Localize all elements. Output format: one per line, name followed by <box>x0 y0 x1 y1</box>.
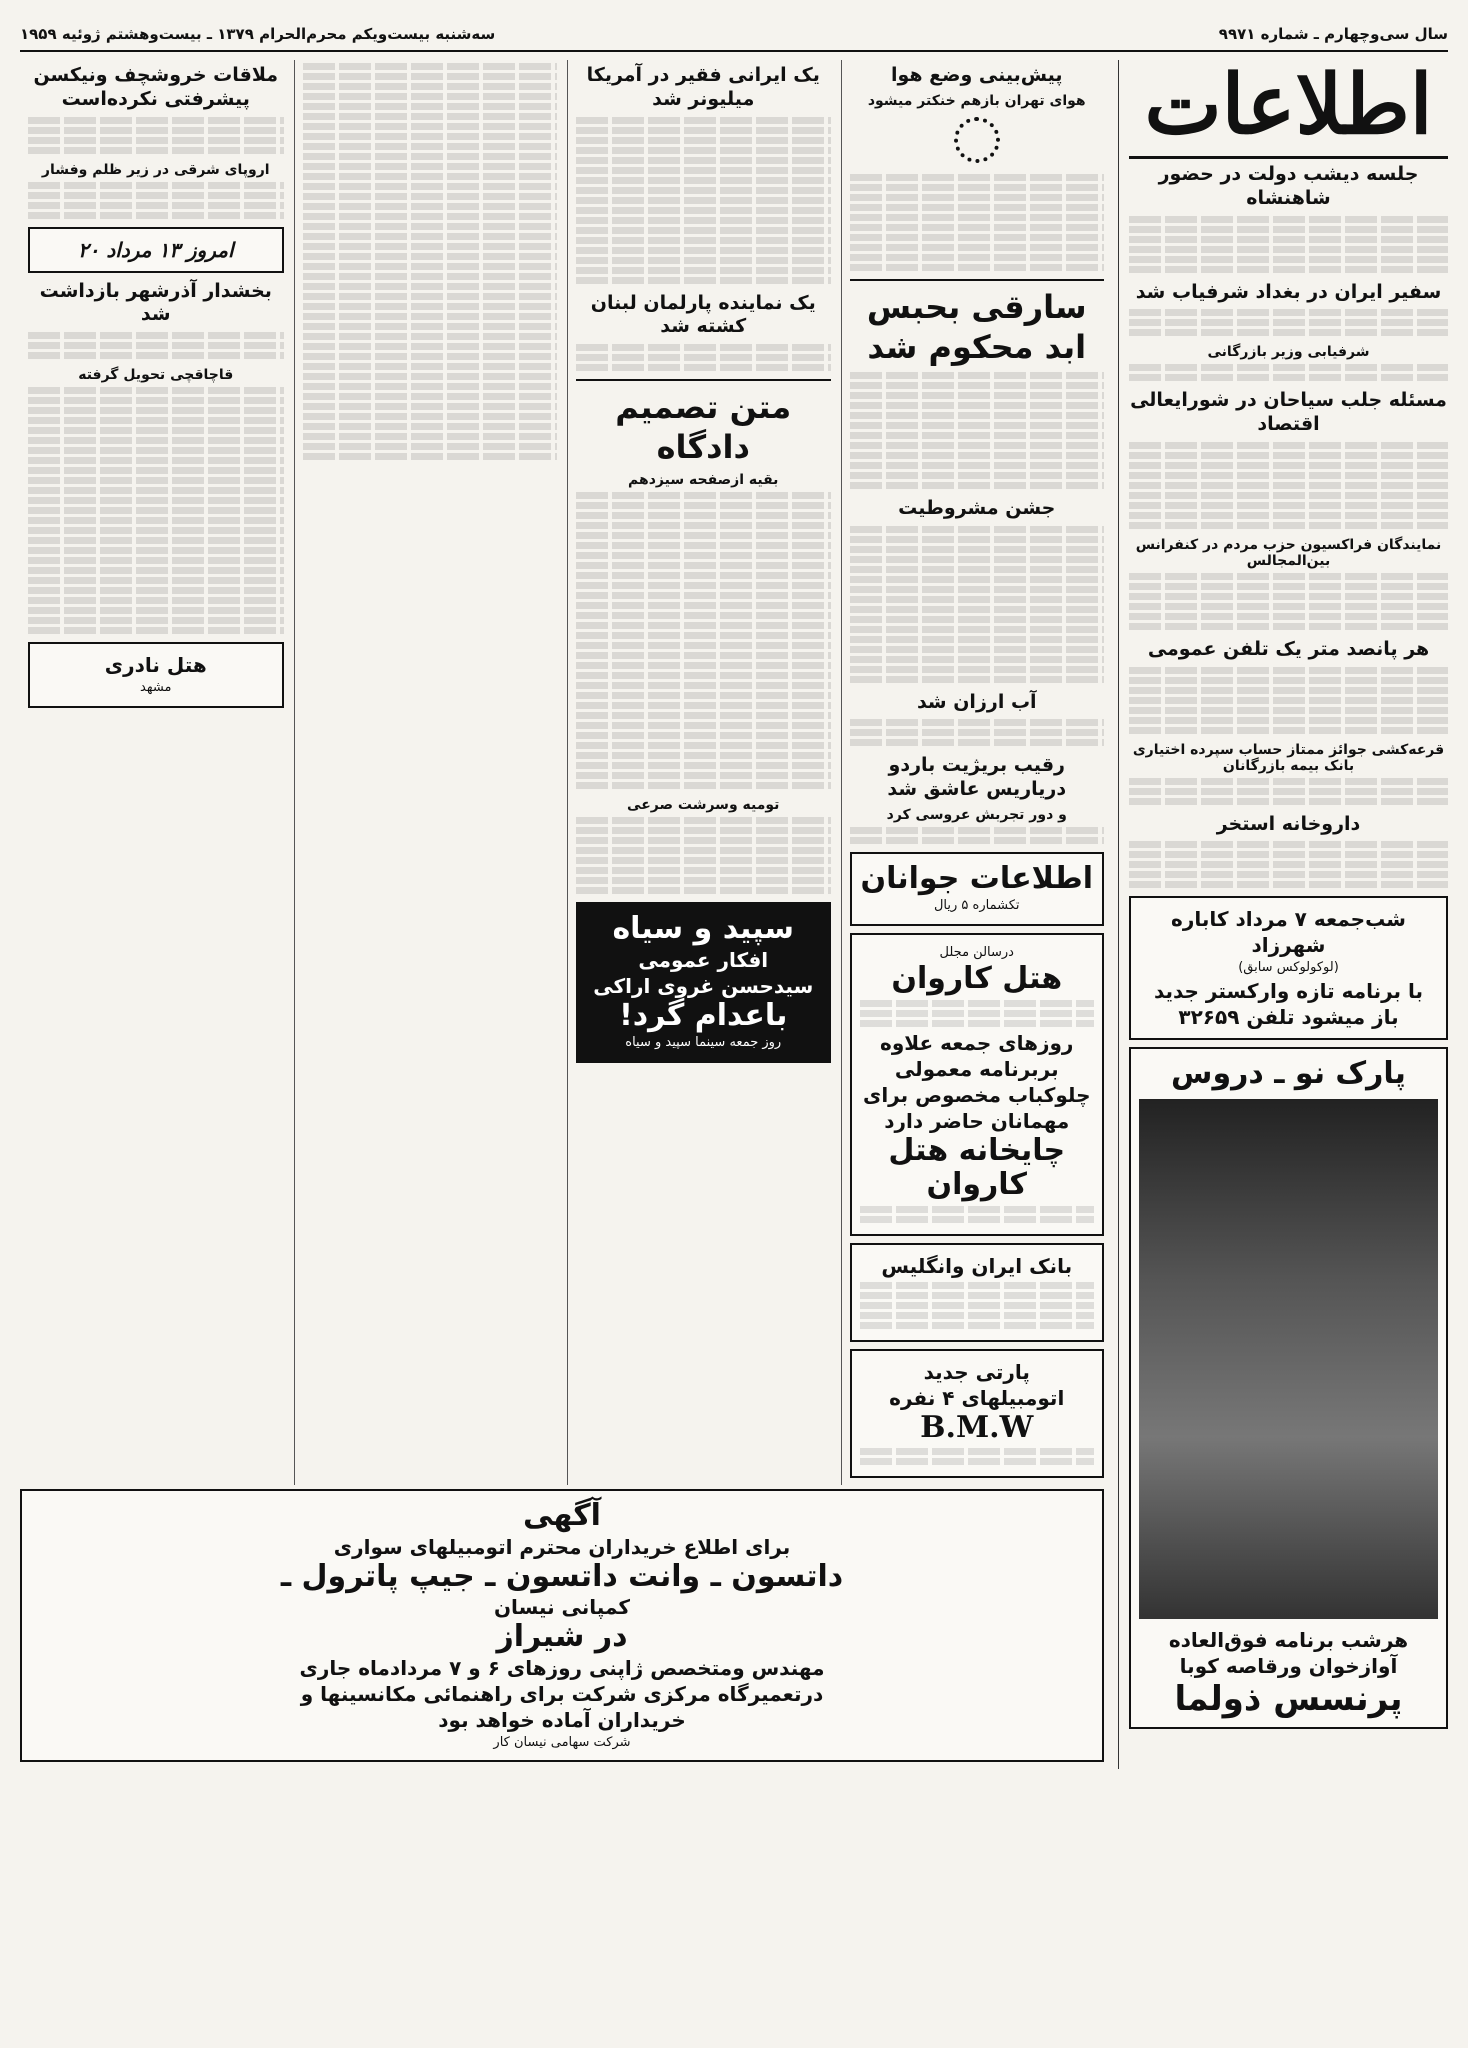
ad-ettelaat-javanan <box>850 852 1105 926</box>
headline-eastern-europe: اروپای شرقی در زیر ظلم وفشار <box>41 161 270 178</box>
ad-karavan-teahouse: چایخانه هتل کاروان <box>888 1132 1066 1203</box>
ad-karavan-line1: روزهای جمعه علاوه بربرنامه معمولی <box>880 1030 1074 1081</box>
headline-thief-sentenced: سارقی بحبس ابد محکوم شد <box>866 287 1087 366</box>
headline-azarshahr: بخشدار آذرشهر بازداشت شد <box>39 279 272 326</box>
ad-bank-title: بانک ایران وانگلیس <box>881 1253 1073 1278</box>
subhead-commerce-minister: شرفیابی وزیر بازرگانی <box>1207 344 1370 361</box>
column-4 <box>20 60 284 1485</box>
headline-constitution: جشن مشروطیت <box>898 496 1056 519</box>
story-eastern-europe <box>28 182 284 219</box>
ad-hotel-naderi <box>28 642 284 708</box>
nissan-line5: مهندس ومتخصص ژاپنی روزهای ۶ و ۷ مردادماه جاری <box>299 1655 825 1680</box>
column-1 <box>841 60 1105 1485</box>
masthead-title: اطلاعات <box>1144 57 1433 153</box>
right-column <box>1118 57 1448 1769</box>
ad-javanan-title: اطلاعات جوانان <box>860 860 1093 896</box>
headline-ambassador: سفیر ایران در بغداد شرفیاب شد <box>1135 280 1442 303</box>
story-azarshahr <box>28 332 284 359</box>
story-epilepsy <box>576 817 831 894</box>
ad-cabaret-line3: با برنامه تازه وارکستر جدید باز میشود تلفن ۳۲۶۵۹ <box>1153 978 1424 1029</box>
headline-court-decision: متن تصمیم دادگاه <box>615 388 792 466</box>
main-area <box>20 60 1104 1769</box>
headline-cabinet: جلسه دیشب دولت در حضور شاهنشاه <box>1158 163 1419 209</box>
cinema-line4: باعدام گرد! <box>619 997 788 1033</box>
nissan-line2: داتسون ـ وانت داتسون ـ جیپ پاترول ـ <box>280 1558 844 1594</box>
ad-bmw <box>850 1349 1105 1479</box>
handwritten-note <box>28 227 284 273</box>
cinema-line2: افکار عمومی <box>638 947 769 972</box>
ad-nissan <box>20 1489 1104 1762</box>
story-lottery <box>1129 778 1448 805</box>
ad-hotel-karavan <box>850 933 1105 1236</box>
story-commerce <box>1129 364 1448 381</box>
subhead-weather: هوای تهران بازهم خنکتر میشود <box>867 92 1086 109</box>
nissan-line7: خریداران آماده خواهد بود <box>438 1707 686 1732</box>
nissan-title: آگهی <box>523 1498 601 1534</box>
ad-bmw-brand: B.M.W <box>920 1409 1034 1445</box>
ad-karavan-title: هتل کاروان <box>891 961 1063 997</box>
story-lebanon <box>576 344 831 371</box>
ad-javanan-price: تکشماره ۵ ریال <box>933 898 1020 914</box>
cinema-title: سپید و سیاه <box>612 911 795 946</box>
ad-park-line2: آوازخوان ورقاصه کوبا <box>1179 1654 1398 1679</box>
date-line: سه‌شنبه بیست‌ویکم محرم‌الحرام ۱۳۷۹ ـ بیست‌وهشتم ژوئیه ۱۹۵۹ <box>20 25 496 43</box>
nissan-line1: برای اطلاع خریداران محترم اتومبیلهای سواری <box>333 1534 791 1559</box>
headline-khrushchev-nixon: ملاقات خروشچف ونیکسن پیشرفتی نکرده‌است <box>33 64 279 110</box>
hotel-naderi-city: مشهد <box>140 680 172 695</box>
headline-weather: پیش‌بینی وضع هوا <box>890 64 1063 86</box>
headline-pharmacy: داروخانه استخر <box>1216 812 1361 835</box>
photo-dancer <box>1139 1099 1438 1619</box>
headline-bardot-rival: رقیب بریژیت باردو دریاریس عاشق شد <box>887 754 1067 800</box>
story-constitution <box>850 526 1105 683</box>
ad-karavan-line2: چلوکباب مخصوص برای مهمانان حاضر دارد <box>862 1082 1091 1133</box>
nissan-line3: کمپانی نیسان <box>493 1595 631 1620</box>
headline-public-phone: هر پانصد متر یک تلفن عمومی <box>1147 637 1430 660</box>
ad-cinema-sepid-siah <box>576 902 831 1063</box>
headline-water-cheaper: آب ارزان شد <box>916 690 1037 713</box>
ad-cabaret-line1: شب‌جمعه ۷ مرداد کاباره شهرزاد <box>1171 907 1406 958</box>
story-pharmacy <box>1129 841 1448 888</box>
subhead-court-continued: بقیه ازصفحه سیزدهم <box>628 472 779 488</box>
column-3 <box>294 60 558 1485</box>
cinema-line3: سیدحسن غروی اراکی <box>593 973 814 998</box>
story-tourism <box>1129 442 1448 529</box>
masthead <box>1129 57 1448 159</box>
story-phone <box>1129 667 1448 734</box>
headline-lottery: قرعه‌کشی جوائز ممتاز حساب سپرده اختیاری بانک بیمه بازرگانان <box>1132 741 1445 774</box>
ad-cabaret-shahrzad <box>1129 896 1448 1040</box>
ad-cabaret-line2: (لوکولوکس سابق) <box>1238 960 1339 976</box>
headline-iranian-millionaire: یک ایرانی فقیر در آمریکا میلیونر شد <box>586 64 820 110</box>
headline-tourism: مسئله جلب سیاحان در شورایعالی اقتصاد <box>1130 389 1447 435</box>
story-ambassador <box>1129 309 1448 336</box>
story-col3-top <box>303 63 558 460</box>
nissan-line4: در شیراز <box>496 1619 628 1655</box>
headline-lebanon-mp: یک نماینده پارلمان لبنان کشته شد <box>590 291 816 338</box>
story-millionaire <box>576 117 831 284</box>
subhead-bardot: و دور تجربش عروسی کرد <box>886 806 1067 823</box>
ad-bmw-line1: پارتی جدید <box>923 1359 1030 1384</box>
ad-park-line1: هرشب برنامه فوق‌العاده <box>1168 1628 1409 1653</box>
headline-smuggler: قاچاقچی تحویل گرفته <box>78 367 234 383</box>
story-court <box>576 492 831 789</box>
cinema-line5: روز جمعه سینما سپید و سیاه <box>625 1035 782 1050</box>
story-smuggler <box>28 387 284 634</box>
nissan-line8: شرکت سهامی نیسان کار <box>493 1734 631 1750</box>
ad-park-no <box>1129 1047 1448 1730</box>
story-cabinet <box>1129 216 1448 273</box>
subhead-epilepsy: تومیه وسرشت صرعی <box>627 797 780 813</box>
top-dateline <box>20 18 1448 52</box>
ad-park-title: پارک نو ـ دروس <box>1171 1055 1406 1091</box>
headline-parliament-conference: نمایندگان فراکسیون حزب مردم در کنفرانس بین‌المجالس <box>1135 536 1442 569</box>
column-2 <box>567 60 831 1485</box>
story-weather <box>850 174 1105 271</box>
hotel-naderi-title: هتل نادری <box>104 653 207 677</box>
ad-bank-iran-england <box>850 1243 1105 1342</box>
ad-bmw-line2: اتومبیلهای ۴ نفره <box>889 1385 1065 1410</box>
sun-icon <box>954 117 1000 163</box>
handwritten-text: امروز ۱۳ مرداد ۲۰ <box>77 237 234 262</box>
nissan-line6: درتعمیرگاه مرکزی شرکت برای راهنمائی مکانسینها و <box>300 1681 824 1706</box>
issue-line: سال سی‌وچهارم ـ شماره ۹۹۷۱ <box>1218 25 1448 43</box>
story-bardot <box>850 827 1105 844</box>
story-thief <box>850 372 1105 489</box>
ad-karavan-pre: درسالن مجلل <box>939 944 1014 960</box>
ad-park-line3: پرنسس ذولما <box>1174 1679 1403 1720</box>
story-khrushchev <box>28 117 284 154</box>
story-parliament <box>1129 573 1448 630</box>
story-water <box>850 719 1105 746</box>
